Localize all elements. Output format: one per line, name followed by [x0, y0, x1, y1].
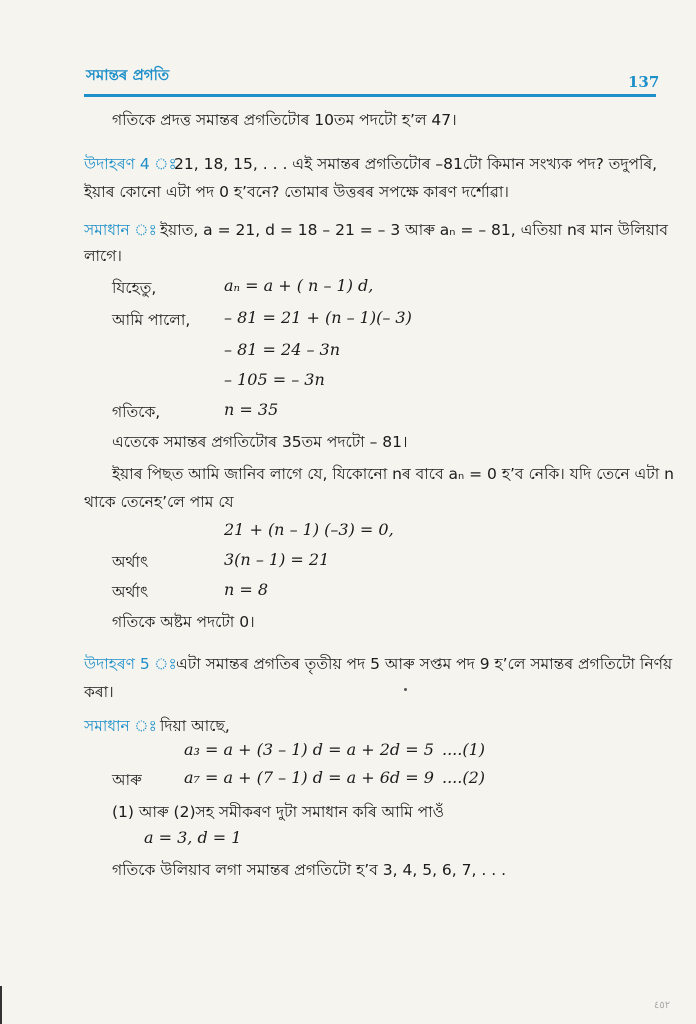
- paragraph-line-2: থাকে তেনেহ’লে পাম যে: [84, 493, 234, 511]
- page-edge-mark: [0, 986, 2, 1024]
- equation-3: – 105 = – 3n: [224, 370, 325, 389]
- equation-tag-2: ....(2): [442, 768, 486, 787]
- step-label-therefore: গতিকে,: [112, 403, 161, 421]
- page-number: 137: [628, 73, 660, 91]
- margin-scribble: ٤٥٢: [654, 1000, 671, 1011]
- example-5-line-1: এটা সমান্তৰ প্ৰগতিৰ তৃতীয় পদ 5 আৰু সপ্তম পদ 9 হ’লে সমান্তৰ প্ৰগতিটো নিৰ্ণয়: [176, 655, 673, 673]
- final-result: গতিকে উলিয়াব লগা সমান্তৰ প্ৰগতিটো হ’ব 3, 4, 5, 6, 7, . . .: [112, 861, 506, 879]
- equation-a3: a₃ = a + (3 – 1) d = a + 2d = 5: [184, 740, 434, 759]
- equation-7: n = 8: [224, 580, 269, 599]
- example-5-label: উদাহৰণ 5 ঃ: [84, 655, 177, 673]
- step-label-that-is-1: অৰ্থাৎ: [112, 553, 149, 571]
- solution-values: a = 3, d = 1: [144, 828, 242, 847]
- result-line-2: গতিকে অষ্টম পদটো 0।: [112, 613, 255, 631]
- equation-a7: a₇ = a + (7 – 1) d = a + 6d = 9: [184, 768, 434, 787]
- equation-tag-1: ....(1): [442, 740, 486, 759]
- example-4-line-2: ইয়াৰ কোনো এটা পদ 0 হ’বনে? তোমাৰ উত্তৰৰ সপক্ষে কাৰণ দৰ্শোৱা।: [84, 183, 509, 201]
- conclusion-line: গতিকে প্ৰদত্ত সমান্তৰ প্ৰগতিটোৰ 10তম পদটো হ’ল 47।: [112, 111, 457, 129]
- step-label-since: যিহেতু,: [112, 279, 157, 297]
- step-label-that-is-2: অৰ্থাৎ: [112, 583, 149, 601]
- equation-1: – 81 = 21 + (n – 1)(– 3): [224, 308, 412, 327]
- solution-line-2: লাগে।: [84, 247, 122, 265]
- equation-6: 3(n – 1) = 21: [224, 550, 330, 569]
- step-label-we-get: আমি পালো,: [112, 311, 191, 329]
- formula-an: aₙ = a + ( n – 1) d,: [224, 276, 374, 295]
- chapter-title: সমান্তৰ প্ৰগতি: [86, 66, 170, 84]
- equation-2: – 81 = 24 – 3n: [224, 340, 341, 359]
- equation-4: n = 35: [224, 400, 279, 419]
- solution-2-label: সমাধান ঃ: [84, 717, 157, 735]
- solution-label: সমাধান ঃ: [84, 221, 157, 239]
- example-4-label: উদাহৰণ 4 ঃ: [84, 155, 177, 173]
- solve-line: (1) আৰু (2)সহ সমীকৰণ দুটা সমাধান কৰি আমি পাওঁ: [112, 803, 445, 821]
- example-4-line-1: 21, 18, 15, . . . এই সমান্তৰ প্ৰগতিটোৰ –81টো কিমান সংখ্যক পদ? তদুপৰি,: [174, 155, 658, 173]
- result-line-1: এতেকে সমান্তৰ প্ৰগতিটোৰ 35তম পদটো – 81।: [112, 433, 408, 451]
- equation-5: 21 + (n – 1) (–3) = 0,: [224, 520, 394, 539]
- step-label-and: আৰু: [112, 771, 142, 789]
- stray-dot: [404, 688, 407, 691]
- paragraph-line-1: ইয়াৰ পিছত আমি জানিব লাগে যে, যিকোনো nৰ বাবে aₙ = 0 হ’ব নেকি। যদি তেনে এটা n: [112, 465, 675, 483]
- solution-line-1: ইয়াত, a = 21, d = 18 – 21 = – 3 আৰু aₙ = – 81, এতিয়া nৰ মান উলিয়াব: [160, 221, 669, 239]
- example-5-line-2: কৰা।: [84, 683, 114, 701]
- header-rule: [84, 94, 656, 97]
- given-line: দিয়া আছে,: [160, 717, 230, 735]
